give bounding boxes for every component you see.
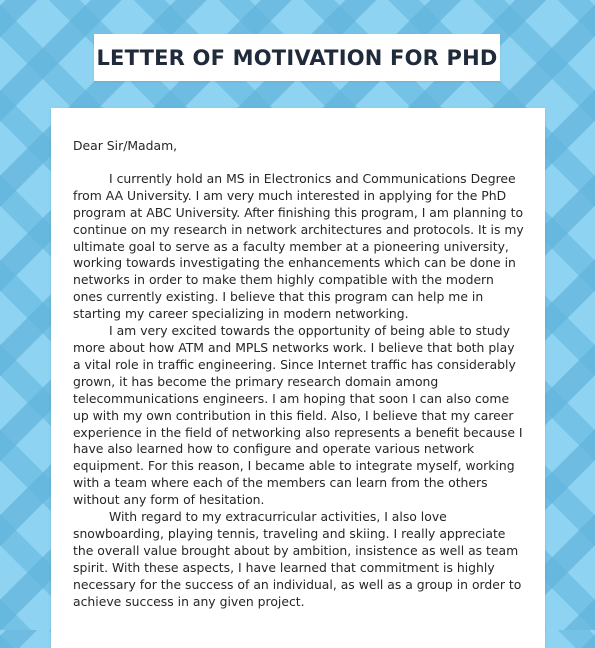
letter-body — [73, 138, 525, 610]
letter-salutation: Dear Sir/Madam, — [73, 138, 178, 153]
page-title: LETTER OF MOTIVATION FOR PHD — [96, 45, 498, 70]
letter-paragraph: I currently hold an MS in Electronics and Communications Degree from AA University. I am very much interested in applying for the PhD program at ABC University. After finishing this program, I am planning to continue on my research in network architectures and protocols. It is my ultimate goal to serve as a faculty member at a pioneering university, working towards investigating the enhancements which can be done in networks in order to make them highly compatible with the modern ones currently existing. I believe that this program can help me in starting my career specializing in modern networking. — [73, 170, 524, 322]
letter-paragraph: With regard to my extracurricular activities, I also love snowboarding, playing tennis, traveling and skiing. I really appreciate the overall value brought about by ambition, insistence as well as team spirit. With these aspects, I have learned that commitment is highly necessary for the success of an individual, as well as a group in order to achieve success in any given project. — [73, 509, 522, 609]
title-banner — [94, 34, 500, 81]
letter-paragraph: I am very excited towards the opportunity of being able to study more about how ATM and MPLS networks work. I believe that both play a vital role in traffic engineering. Since Internet traffic has considerably grown, it has become the primary research domain among telecommunications engineers. I am hoping that soon I can also come up with my own contribution in this field. Also, I believe that my career experience in the field of networking also represents a benefit because I have also learned how to configure and operate various network equipment. For this reason, I became able to integrate myself, working with a team where each of the members can learn from the others without any form of hesitation. — [73, 323, 523, 508]
letter-sheet — [51, 108, 545, 648]
